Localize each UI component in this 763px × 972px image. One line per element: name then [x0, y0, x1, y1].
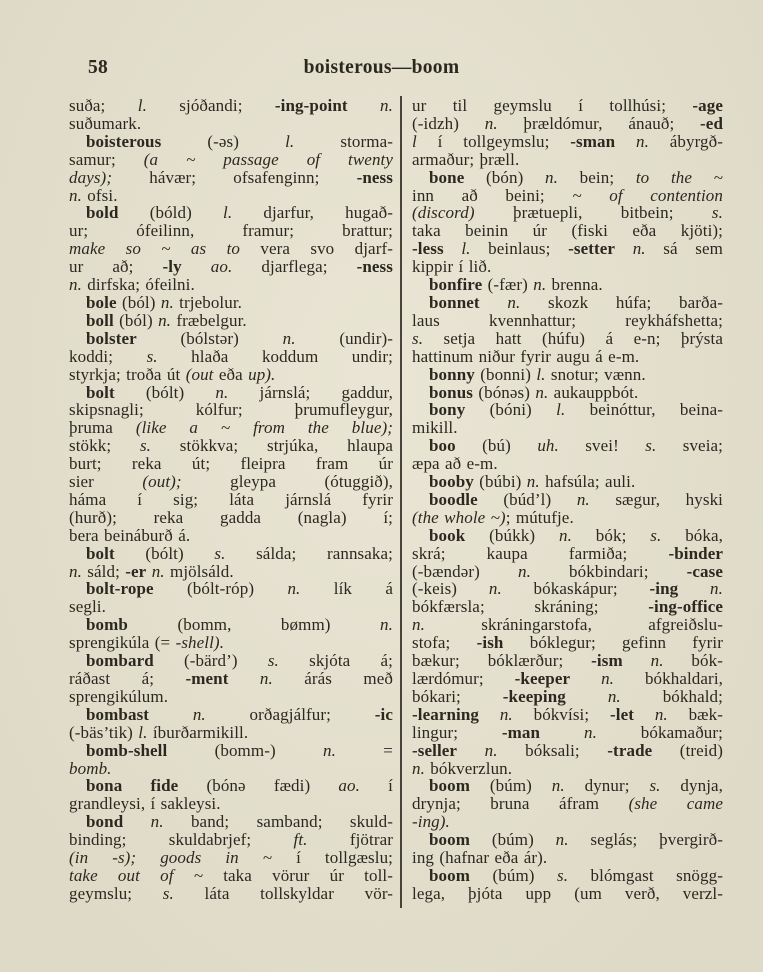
- text-line: binding; skuldabrjef; ft. fjötrar: [69, 830, 393, 850]
- text-line: sprengikúla (= -shell).: [69, 633, 225, 653]
- text-line: ur að; -ly ao. djarflega; -ness: [69, 257, 393, 277]
- text-line: samur; (a ~ passage of twenty: [69, 149, 394, 169]
- text-line: boom (búm) n. seglás; þvergirð-: [429, 830, 723, 850]
- text-line: lærdómur; -keeper n. bókhaldari,: [412, 669, 723, 688]
- text-line: segli.: [69, 597, 106, 617]
- text-line: koddi; s. hlaða koddum undir;: [69, 346, 393, 366]
- text-line: styrkja; troða út (out eða up).: [69, 364, 276, 384]
- text-line: sier (out); gleypa (ótuggið),: [69, 472, 394, 492]
- text-line: l í tollgeymslu; -sman n. ábyrgð-: [412, 131, 723, 151]
- text-line: geymslu; s. láta tollskyldar vör-: [69, 883, 393, 903]
- text-line: bolt (bólt) s. sálda; rannsaka;: [86, 543, 393, 563]
- text-line: bombard (-bärd’) s. skjóta á;: [86, 651, 393, 671]
- text-line: bony (bóni) l. beinóttur, beina-: [429, 400, 723, 420]
- text-line: boom (búm) s. blómgast snögg-: [429, 865, 723, 885]
- text-line: book (búkk) n. bók; s. bóka,: [429, 525, 723, 545]
- text-line: n. ofsi.: [69, 185, 118, 205]
- text-line: boisterous (-əs) l. storma-: [86, 131, 393, 151]
- text-line: bone (bón) n. bein; to the ~: [429, 167, 723, 187]
- text-line: bókari; -keeping n. bókhald;: [412, 686, 723, 706]
- text-line: taka beinin úr (fiski eða kjöti);: [412, 221, 723, 241]
- text-line: þruma (like a ~ from the blue);: [69, 418, 393, 438]
- text-line: (in -s); goods in ~ í tollgæslu;: [69, 848, 393, 868]
- text-line: (-bäs’tik) l. íburðarmikill.: [69, 722, 249, 742]
- text-line: bold (bóld) l. djarfur, hugað-: [86, 203, 393, 223]
- text-line: lingur; -man n. bókamaður;: [412, 722, 723, 742]
- text-line: sprengikúlum.: [69, 686, 169, 706]
- text-line: -learning n. bókvísi; -let n. bæk-: [412, 704, 723, 724]
- text-line: mikill.: [412, 418, 458, 438]
- text-line: make so ~ as to vera svo djarf-: [69, 239, 393, 259]
- text-line: boll (ból) n. fræbelgur.: [86, 310, 247, 330]
- text-line: (-keis) n. bókaskápur; -ing n.: [412, 579, 723, 599]
- text-line: skipsnagli; kólfur; þrumufleygur,: [69, 400, 393, 420]
- text-line: bolster (bólstər) n. (undir)-: [86, 328, 393, 348]
- text-line: skrá; kaupa farmiða; -binder: [412, 543, 723, 563]
- text-line: ur til geymslu í tollhúsi; -age: [412, 96, 723, 115]
- text-line: boom (búm) n. dynur; s. dynja,: [429, 776, 724, 796]
- text-line: s. setja hatt (húfu) á e-n; þrýsta: [412, 328, 723, 348]
- text-line: n. skráningarstofa, afgreiðslu-: [412, 615, 723, 635]
- text-line: bonfire (-fær) n. brenna.: [429, 275, 603, 295]
- text-line: bonnet n. skozk húfa; barða-: [429, 292, 724, 312]
- page-header: [0, 55, 763, 81]
- text-line: bolt (bólt) n. járnslá; gaddur,: [86, 382, 393, 402]
- text-line: suðumark.: [69, 113, 142, 133]
- text-line: (-bændər) n. bókbindari; -case: [412, 561, 723, 581]
- text-line: armaður; þræll.: [412, 149, 520, 169]
- text-line: boo (bú) uh. svei! s. sveia;: [429, 436, 723, 456]
- right-column: [412, 97, 723, 903]
- text-line: bækur; bóklærður; -ism n. bók-: [412, 651, 723, 671]
- text-line: stökk; s. stökkva; strjúka, hlaupa: [69, 436, 393, 456]
- text-line: days); hávær; ofsafenginn; -ness: [69, 167, 393, 187]
- text-line: bomb (bomm, bømm) n.: [86, 615, 393, 635]
- text-line: bond n. band; samband; skuld-: [86, 812, 394, 832]
- text-line: (discord) þrætuepli, bitbein; s.: [412, 203, 723, 223]
- text-line: bona fide (bónə fædi) ao. í: [86, 776, 393, 796]
- text-line: æpa að e-m.: [412, 454, 498, 474]
- text-line: bera beináburð á.: [69, 525, 191, 545]
- text-line: ráðast á; -ment n. árás með: [69, 669, 393, 688]
- text-line: drynja; bruna áfram (she came: [412, 794, 724, 814]
- left-column: [69, 97, 393, 903]
- text-line: hattinum niður fyrir augu á e-m.: [412, 346, 640, 366]
- page-number: 58: [88, 57, 109, 78]
- text-line: ur; ófeilinn, framur; brattur;: [69, 221, 393, 241]
- text-line: ing (hafnar eða ár).: [412, 848, 548, 868]
- text-line: burt; reka út; fleipra fram úr: [69, 454, 393, 474]
- guide-words: boisterous—boom: [303, 57, 460, 78]
- text-line: kippir í lið.: [412, 257, 492, 277]
- text-line: -less l. beinlaus; -setter n. sá sem: [412, 239, 723, 259]
- text-line: háma í sig; láta járnslá fyrir: [69, 489, 393, 509]
- text-line: bombast n. orðagjálfur; -ic: [86, 704, 393, 724]
- text-line: take out of ~ taka vörur úr toll-: [69, 865, 393, 885]
- text-line: (-idzh) n. þrældómur, ánauð; -ed: [412, 113, 723, 133]
- text-line: bolt-rope (bólt-róp) n. lík á: [86, 579, 394, 599]
- text-line: inn að beini; ~ of contention: [412, 185, 723, 205]
- text-line: lega, þjóta upp (um verð, verzl-: [412, 883, 723, 903]
- text-line: n. bókverzlun.: [412, 758, 513, 778]
- column-divider-rule: [400, 96, 402, 908]
- text-line: (hurð); reka gadda (nagla) í;: [69, 507, 393, 527]
- text-line: grandleysi, í sakleysi.: [69, 794, 221, 814]
- text-line: laus kvennhattur; reykháfshetta;: [412, 310, 723, 330]
- text-line: bókfærsla; skráning; -ing-office: [412, 597, 723, 617]
- text-line: bomb-shell (bomm-) n. =: [86, 740, 393, 760]
- text-line: n. sáld; -er n. mjölsáld.: [69, 561, 234, 581]
- text-line: stofa; -ish bóklegur; gefinn fyrir: [412, 633, 724, 653]
- text-line: bonus (bónəs) n. aukauppbót.: [429, 382, 639, 402]
- text-line: bonny (bonni) l. snotur; vænn.: [429, 364, 646, 384]
- text-line: -seller n. bóksali; -trade (treid): [412, 740, 723, 760]
- text-line: (the whole ~); mútufje.: [412, 507, 574, 527]
- text-line: -ing).: [412, 812, 450, 832]
- text-line: bole (ból) n. trjebolur.: [86, 292, 243, 312]
- text-line: suða; l. sjóðandi; -ing-point n.: [69, 96, 393, 115]
- text-line: bomb.: [69, 758, 112, 778]
- text-line: boodle (búd’l) n. sægur, hyski: [429, 489, 724, 509]
- text-line: n. dirfska; ófeilni.: [69, 275, 195, 295]
- text-line: booby (búbi) n. hafsúla; auli.: [429, 472, 636, 492]
